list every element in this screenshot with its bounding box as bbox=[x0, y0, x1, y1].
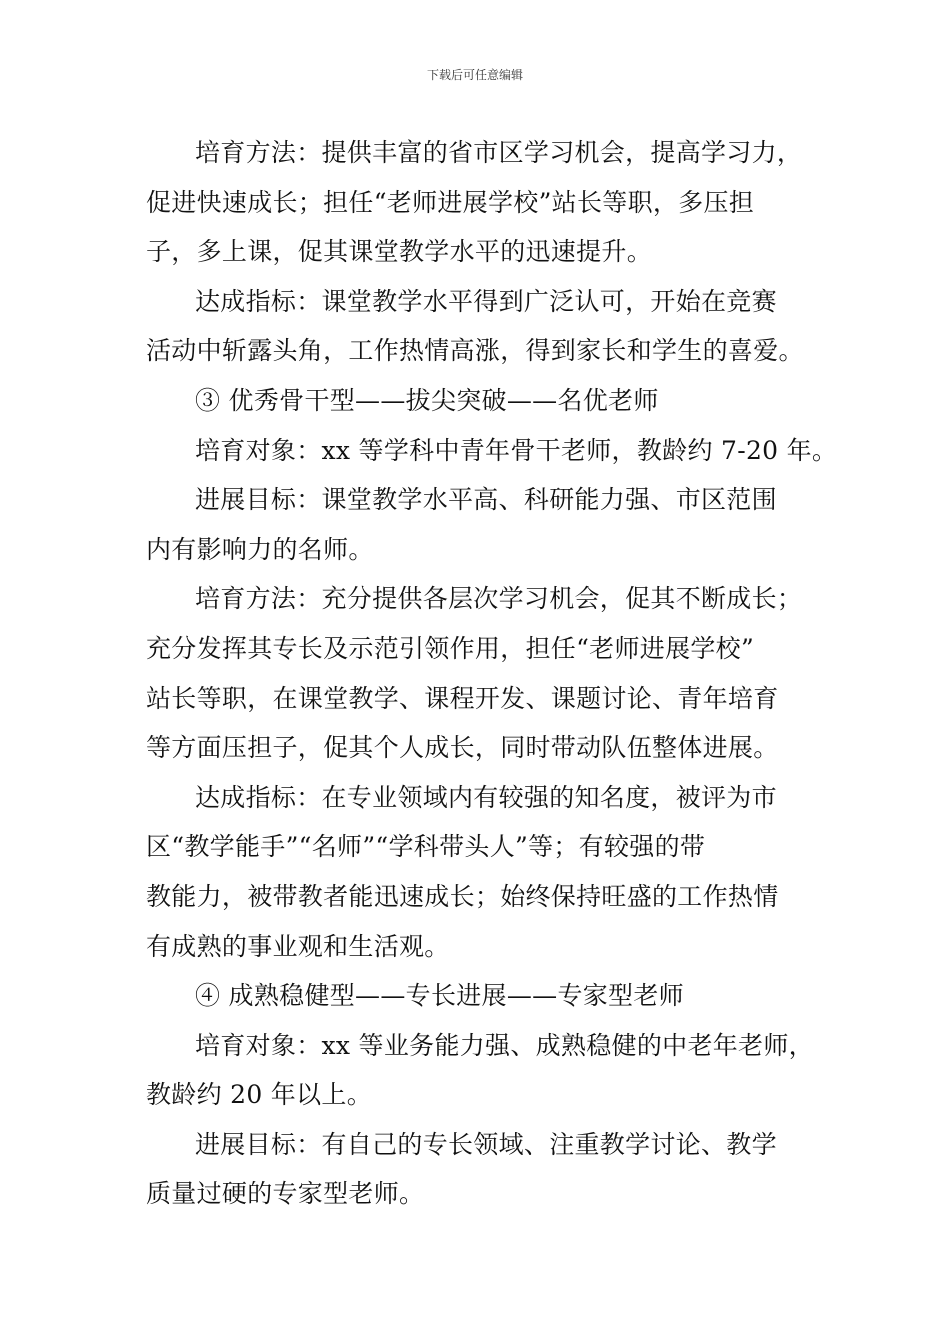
text-line: 内有影响力的名师。 bbox=[146, 534, 374, 564]
text-line: 子，多上课，促其课堂教学水平的迅速提升。 bbox=[146, 237, 653, 267]
text-line: 培育对象：xx 等学科中青年骨干老师，教龄约 7-20 年。 bbox=[195, 435, 838, 465]
text-line: 进展目标：有自己的专长领域、注重教学讨论、教学 bbox=[195, 1129, 777, 1159]
text-line: 有成熟的事业观和生活观。 bbox=[146, 931, 450, 961]
section-heading: ④ 成熟稳健型——专长进展——专家型老师 bbox=[195, 981, 684, 1011]
text-line: 培育方法：充分提供各层次学习机会，促其不断成长； bbox=[195, 584, 803, 614]
text-line: 区“教学能手”“名师”“学科带头人”等；有较强的带 bbox=[146, 832, 706, 862]
text-line: 活动中斩露头角，工作热情高涨，得到家长和学生的喜爱。 bbox=[146, 336, 804, 366]
text-line: 质量过硬的专家型老师。 bbox=[146, 1179, 425, 1209]
document-body bbox=[146, 128, 838, 1219]
text-line: 教龄约 20 年以上。 bbox=[146, 1080, 373, 1110]
section-heading: ③ 优秀骨干型——拔尖突破——名优老师 bbox=[195, 385, 659, 415]
text-line: 达成指标：在专业领域内有较强的知名度，被评为市 bbox=[195, 782, 777, 812]
text-line: 培育对象：xx 等业务能力强、成熟稳健的中老年老师， bbox=[195, 1030, 814, 1060]
text-line: 等方面压担子，促其个人成长，同时带动队伍整体进展。 bbox=[146, 733, 779, 763]
text-line: 站长等职，在课堂教学、课程开发、课题讨论、青年培育 bbox=[146, 683, 779, 713]
text-line: 充分发挥其专长及示范引领作用，担任“老师进展学校” bbox=[146, 633, 755, 663]
text-line: 进展目标：课堂教学水平高、科研能力强、市区范围 bbox=[195, 485, 777, 515]
text-line: 教能力，被带教者能迅速成长；始终保持旺盛的工作热情 bbox=[146, 881, 779, 911]
text-line: 培育方法：提供丰富的省市区学习机会，提高学习力， bbox=[195, 138, 803, 167]
text-line: 促进快速成长；担任“老师进展学校”站长等职，多压担 bbox=[146, 187, 755, 217]
page-header: 下载后可任意编辑 bbox=[426, 68, 523, 82]
text-line: 达成指标：课堂教学水平得到广泛认可，开始在竞赛 bbox=[195, 286, 777, 316]
